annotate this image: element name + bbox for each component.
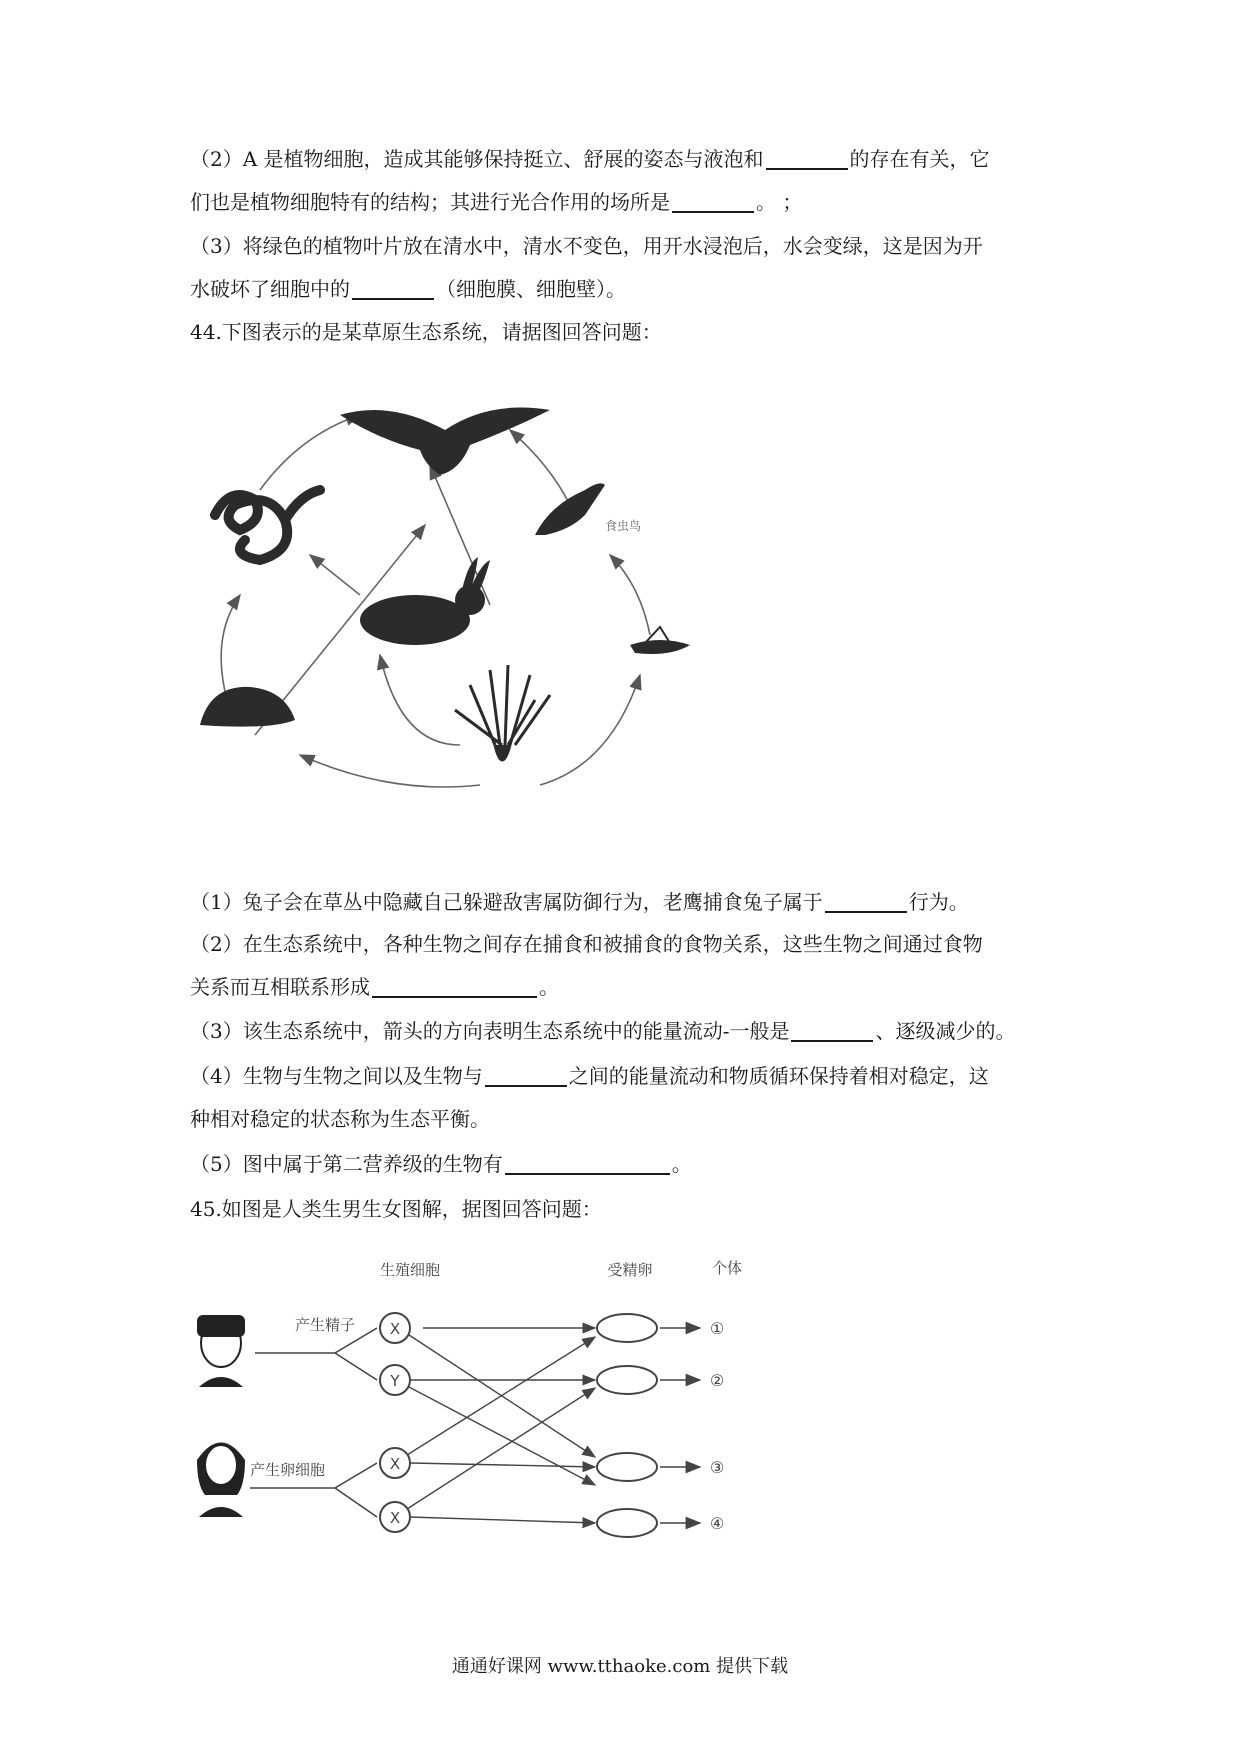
q44-5 (190, 1150, 692, 1178)
q43-3-line1 (190, 232, 983, 260)
zygote-1 (597, 1314, 657, 1342)
text: 。 (671, 1152, 692, 1176)
text: 们也是植物细胞特有的结构；其进行光合作用的场所是 (190, 190, 670, 214)
male-branch (255, 1328, 377, 1380)
food-web-figure (190, 395, 810, 845)
grasshopper-icon (630, 627, 690, 654)
text: 关系而互相联系形成 (190, 975, 370, 999)
text: 。 ； (756, 190, 803, 214)
fertilization-lines (407, 1328, 595, 1523)
text: （1）兔子会在草丛中隐藏自己躲避敌害属防御行为，老鹰捕食兔子属于 (190, 890, 823, 914)
q45-title (190, 1195, 602, 1223)
question-title: 44.下图表示的是某草原生态系统，请据图回答问题： (190, 320, 662, 344)
text: （3）该生态系统中，箭头的方向表明生态系统中的能量流动-一般是 (190, 1019, 790, 1043)
text: （4）生物与生物之间以及生物与 (190, 1064, 483, 1088)
text: （3）将绿色的植物叶片放在清水中，清水不变色，用开水浸泡后，水会变绿，这是因为开 (190, 234, 983, 258)
answer-blank[interactable] (825, 891, 907, 913)
header-individual: 个体 (711, 1259, 743, 1277)
q44-2-line2 (190, 973, 559, 1001)
text: 。 (539, 975, 559, 999)
arrow-rabbit-snake (310, 555, 360, 595)
zygote-4 (597, 1509, 657, 1537)
insectivorous-bird-icon (535, 483, 605, 535)
gamete-sperm-x (380, 1313, 410, 1343)
q44-2-line1 (190, 930, 983, 958)
q43-3-line2 (190, 275, 626, 303)
individual-1: ① (709, 1319, 725, 1338)
sex-determination-diagram (195, 1255, 775, 1585)
father-icon (197, 1315, 245, 1387)
label-egg-x2: X (389, 1509, 401, 1527)
individual-4: ④ (709, 1514, 725, 1533)
mother-icon (197, 1443, 245, 1518)
label-male: 产生精子 (295, 1316, 356, 1334)
zygote-3 (597, 1453, 657, 1481)
q43-2-line2 (190, 188, 802, 216)
grass-icon (455, 665, 550, 760)
page-footer: 通通好课网 www.tthaoke.com 提供下载 (451, 1656, 789, 1677)
zygote-2 (597, 1366, 657, 1394)
rabbit-icon (360, 557, 490, 645)
hawk-icon (340, 408, 550, 476)
arrow-bird-hawk (510, 430, 570, 505)
text: 水破坏了细胞中的 (190, 277, 350, 301)
q44-1 (190, 888, 969, 916)
arrow-grass-rabbit (380, 655, 460, 745)
text: 行为。 (908, 890, 969, 914)
text: （细胞膜、细胞壁）。 (436, 277, 626, 301)
label-insectivorous-bird: 食虫鸟 (605, 519, 642, 533)
label-egg-x1: X (389, 1455, 401, 1473)
answer-blank[interactable] (672, 191, 754, 213)
answer-blank[interactable] (485, 1065, 567, 1087)
q43-2-line1 (190, 145, 990, 173)
text: 的存在有关，它 (849, 147, 990, 171)
q44-4-line2 (190, 1105, 490, 1133)
header-gametes: 生殖细胞 (379, 1261, 441, 1279)
arrow-grass-mouse (300, 755, 480, 787)
header-zygote: 受精卵 (607, 1261, 653, 1279)
text: （2）在生态系统中，各种生物之间存在捕食和被捕食的食物关系，这些生物之间通过食物 (190, 932, 983, 956)
answer-blank[interactable] (766, 148, 848, 170)
q44-title (190, 318, 662, 346)
question-title: 45.如图是人类生男生女图解，据图回答问题： (190, 1197, 602, 1221)
mouse-icon (200, 687, 295, 727)
label-female: 产生卵细胞 (250, 1461, 326, 1479)
zygote-arrows (660, 1328, 700, 1523)
q44-4-line1 (190, 1062, 989, 1090)
text: （5）图中属于第二营养级的生物有 (190, 1152, 503, 1176)
gamete-egg-x2 (380, 1502, 410, 1532)
answer-blank[interactable] (352, 278, 434, 300)
answer-blank[interactable] (372, 976, 537, 998)
arrow-snake-hawk (260, 415, 360, 490)
individual-3: ③ (709, 1458, 725, 1477)
individual-2: ② (709, 1371, 725, 1390)
text: （2）A 是植物细胞，造成其能够保持挺立、舒展的姿态与液泡和 (190, 147, 764, 171)
answer-blank[interactable] (505, 1153, 670, 1175)
snake-icon (215, 490, 320, 560)
answer-blank[interactable] (791, 1020, 873, 1042)
gamete-sperm-y (380, 1365, 410, 1395)
text: 、逐级减少的。 (875, 1019, 1016, 1043)
text: 之间的能量流动和物质循环保持着相对稳定，这 (568, 1064, 989, 1088)
arrow-grass-grasshopper (540, 675, 640, 785)
arrow-grasshopper-bird (610, 555, 650, 635)
label-sperm-y: Y (390, 1372, 400, 1390)
text: 种相对稳定的状态称为生态平衡。 (190, 1107, 490, 1131)
q44-3 (190, 1017, 1015, 1045)
gamete-egg-x1 (380, 1448, 410, 1478)
label-sperm-x: X (389, 1320, 401, 1338)
